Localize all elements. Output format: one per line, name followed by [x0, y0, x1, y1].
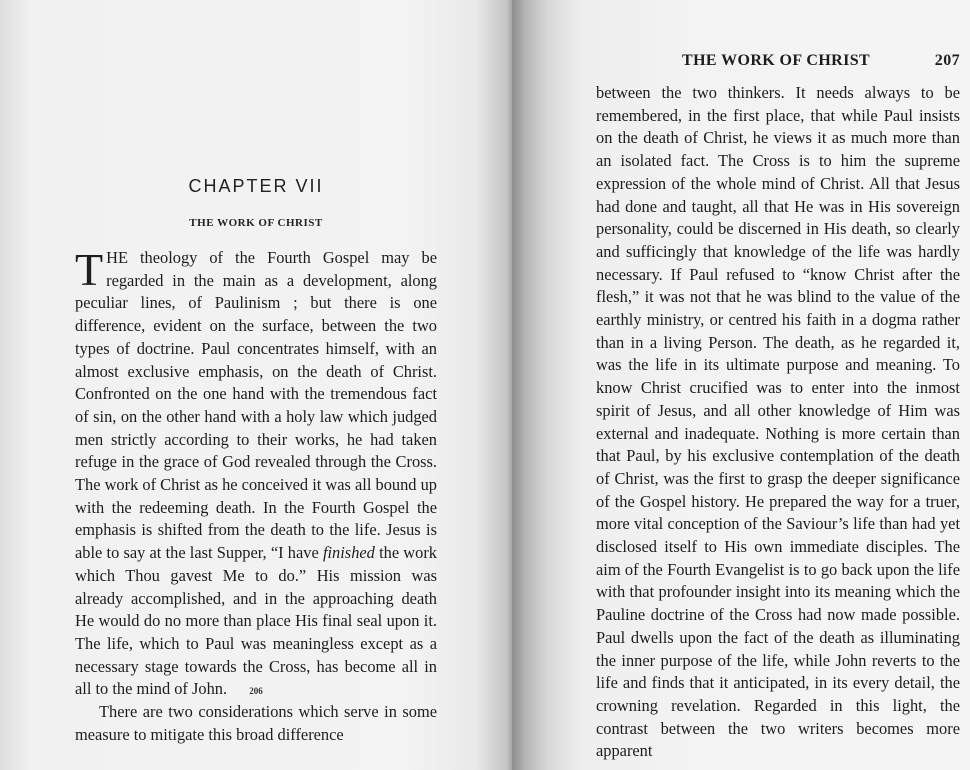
page-number-right: 207 — [934, 52, 960, 69]
chapter-title: THE WORK OF CHRIST — [189, 217, 323, 229]
running-head-title: THE WORK OF CHRIST — [682, 52, 871, 69]
right-paragraph: between the two thinkers. It needs always to be remembered, in the first place, that while Paul insists on the death of Christ, he views it as much more than an isolated fact. The Cross is to him the supreme expression of the whole mind of Christ. All that Jesus had done and taught, all that He was in His sovereign personality, could be discerned in His death, so clearly and sufficingly that knowledge of the life was hardly necessary. If Paul refused to “know Christ after the flesh,” it was not that he was blind to the value of the earthly ministry, or centred his faith in a dogma rather than in a living Person. The death, as he regarded it, was the life in its ultimate purpose and meaning. To know Christ crucified was to enter into the inmost spirit of Jesus, and all other knowledge of Him was external and inadequate. Nothing is more certain than that Paul, by his exclusive contemplation of the death of Christ, was the first to grasp the deeper significance of the Gospel history. He prepared the way for a truer, more vital conception of the Saviour’s life than had yet disclosed itself to His own immediate disciples. The aim of the Fourth Evangelist is to go back upon the life with that profounder insight into its meaning which the Pauline doctrine of the Cross had now made possible. Paul dwells upon the fact of the death as illuminating the inner purpose of the life, while John reverts to the life and finds that it anticipated, in its every detail, the crowning revelation. Regarded in this light, the contrast between the two writers becomes more apparent — [596, 83, 960, 761]
page-number-left: 206 — [249, 686, 263, 696]
chapter-heading: CHAPTER VII — [188, 176, 324, 196]
paragraph-2: There are two considerations which serve in some measure to mitigate this broad difference — [75, 702, 437, 744]
right-body-text — [596, 82, 960, 763]
right-page — [512, 0, 970, 770]
left-body-text — [75, 244, 437, 746]
drop-cap: T — [75, 244, 104, 295]
paragraph-1 — [75, 244, 437, 701]
paragraph-1-tail: the work which Thou gavest Me to do.” His mission was already accomplished, and in the approaching death He would do no more than place His final seal upon it. The life, which to Paul was meaningless except as a necessary stage towards the Cross, has become all in all to the mind of John. — [75, 543, 437, 699]
paragraph-1-text: HE theology of the Fourth Gospel may be regarded in the main as a development, along peculiar lines, of Paulinism ; but there is one difference, evident on the surface, between the two types of doctrine. Paul concentrates himself, with an almost exclusive emphasis, on the death of Christ. Confronted on the one hand with the tremendous fact of sin, on the other hand with a holy law which judged men strictly according to their works, he had taken refuge in the grace of God revealed through the Cross. The work of Christ as he conceived it was all bound up with the redeeming death. In the Fourth Gospel the emphasis is shifted from the death to the life. Jesus is able to say at the last Supper, “I have — [75, 248, 437, 563]
italic-word: finished — [322, 543, 375, 563]
